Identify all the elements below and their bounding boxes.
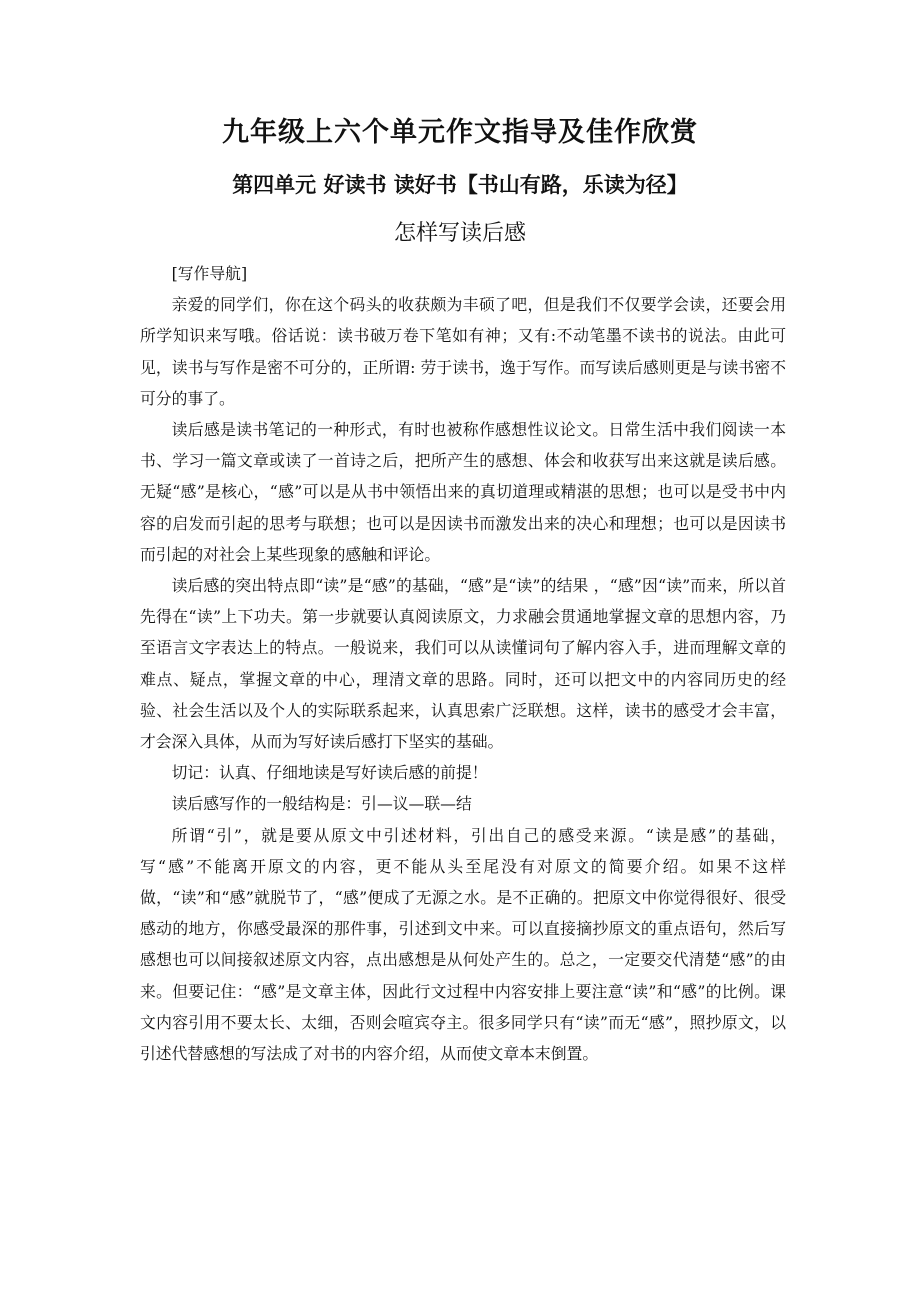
section-label: [写作导航] xyxy=(171,264,248,283)
paragraph-structure: 读后感写作的一般结构是：引—议—联—结 xyxy=(171,794,472,814)
paragraph-feature: 读后感的突出特点即“读”是“感”的基础，“感”是“读”的结果 ，“感”因“读”而来，所以首先得在“读”上下功夫。第一步就要认真阅读原文，力求融会贯通地掌握文章的思想内容，乃至语言文字表达上的特点。一般说来，我们可以从读懂词句了解内容入手，进而理解文章的难点、疑点，掌握文章的中心，理清文章的思路。同时，还可以把文中的内容同历史的经验、社会生活以及个人的实际联系起来，认真思索广泛联想。这样，读书的感受才会丰富，才会深入具体，从而为写好读后感打下坚实的基础。 xyxy=(140,576,786,752)
paragraph-quote-method: 所谓“引”，就是要从原文中引述材料，引出自己的感受来源。“读是感”的基础，写“感”不能离开原文的内容，更不能从头至尾没有对原文的简要介绍。如果不这样做，“读”和“感”就脱节了，“感”便成了无源之水。是不正确的。把原文中你觉得很好、很受感动的地方，你感受最深的那件事，引述到文中来。可以直接摘抄原文的重点语句，然后写感想也可以间接叙述原文内容，点出感想是从何处产生的。总之，一定要交代清楚“感”的由来。但要记住：“感”是文章主体，因此行文过程中内容安排上要注意“读”和“感”的比例。课文内容引用不要太长、太细，否则会喧宾夺主。很多同学只有“读”而无“感”，照抄原文，以引述代替感想的写法成了对书的内容介绍，从而使文章本末倒置。 xyxy=(140,825,786,1064)
paragraph-intro: 亲爱的同学们，你在这个码头的收获颇为丰硕了吧，但是我们不仅要学会读，还要会用所学知识来写哦。俗话说：读书破万卷下笔如有神；又有:不动笔墨不读书的说法。由此可见，读书与写作是密不可分的，正所谓: 劳于读书，逸于写作。而写读后感则更是与读书密不可分的事了。 xyxy=(140,295,786,408)
topic-heading: 怎样写读后感 xyxy=(393,221,526,246)
document-title: 九年级上六个单元作文指导及佳作欣赏 xyxy=(222,117,698,148)
paragraph-definition: 读后感是读书笔记的一种形式，有时也被称作感想性议论文。日常生活中我们阅读一本书、学习一篇文章或读了一首诗之后，把所产生的感想、体会和收获写出来这就是读后感。无疑“感”是核心，“感”可以是从书中领悟出来的真切道理或精湛的思想；也可以是受书中内容的启发而引起的思考与联想；也可以是因读书而激发出来的决心和理想；也可以是因读书而引起的对社会上某些现象的感触和评论。 xyxy=(140,420,786,564)
paragraph-reminder: 切记：认真、仔细地读是写好读后感的前提！ xyxy=(171,763,488,783)
unit-heading: 第四单元 好读书 读好书【书山有路，乐读为径】 xyxy=(232,172,688,197)
document-body xyxy=(140,258,786,1069)
